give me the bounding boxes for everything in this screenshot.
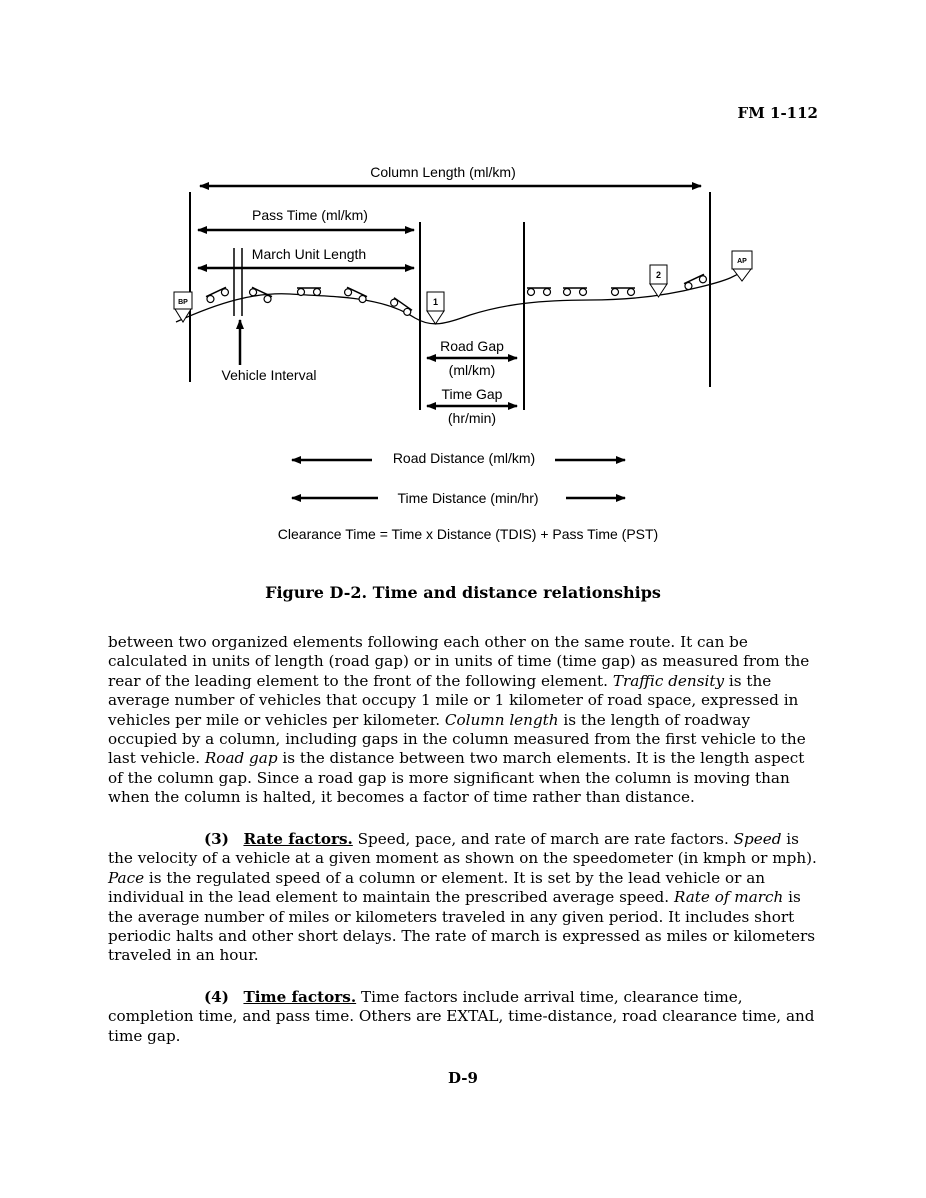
svg-text:BP: BP	[178, 299, 188, 306]
vehicle-icon	[343, 287, 367, 304]
svg-text:1: 1	[432, 297, 439, 307]
road-distance-label: Road Distance (ml/km)	[392, 450, 536, 466]
time-factors-heading: Time factors.	[243, 988, 357, 1006]
column-length-label: Column Length (ml/km)	[370, 164, 516, 180]
document-id: FM 1-112	[737, 104, 818, 122]
vehicle-interval-label: Vehicle Interval	[221, 367, 317, 383]
ap-marker	[732, 251, 752, 281]
road-gap-units: (ml/km)	[448, 362, 496, 378]
svg-text:2: 2	[655, 270, 662, 280]
time-distance-label: Time Distance (min/hr)	[397, 490, 539, 506]
release-point-1-marker	[427, 292, 444, 324]
time-gap-label: Time Gap	[441, 386, 503, 402]
paragraph-rate-factors: (3) Rate factors. Speed, pace, and rate of march are rate factors. Speed is the velocity of a vehicle at a given moment as shown on the speedometer (in kmph or mph). Pace is the regulated speed of a column or element. It is set by the lead vehicle or an individual in the lead element to maintain the prescribed average speed. Rate of march is the average number of miles or kilometers traveled in any given period. It includes short periodic halts and other short delays. The rate of march is expressed as miles or kilometers traveled in an hour.	[108, 830, 817, 965]
vehicle-icon	[297, 288, 321, 296]
vehicle-icon	[206, 287, 230, 304]
march-unit-length-label: March Unit Length	[251, 246, 367, 262]
svg-text:AP: AP	[737, 258, 747, 265]
page-number: D-9	[448, 1069, 478, 1087]
checkpoint-2-marker	[650, 265, 667, 297]
time-distance-diagram	[0, 0, 926, 560]
time-gap-units: (hr/min)	[447, 410, 497, 426]
clearance-time-formula: Clearance Time = Time x Distance (TDIS) + Pass Time (PST)	[277, 526, 659, 542]
figure-caption: Figure D-2. Time and distance relationships	[265, 583, 661, 602]
paragraph-time-factors: (4) Time factors. Time factors include arrival time, clearance time, completion time, and pass time. Others are EXTAL, time-distance, road clearance time, and time gap.	[108, 988, 815, 1045]
pass-time-label: Pass Time (ml/km)	[252, 207, 368, 223]
vehicle-icon	[611, 288, 635, 296]
vehicle-icon	[563, 288, 587, 296]
road-gap-label: Road Gap	[440, 338, 504, 354]
rate-factors-heading: Rate factors.	[243, 830, 353, 848]
vehicle-icon	[527, 288, 551, 296]
paragraph-gap-definitions: between two organized elements following each other on the same route. It can be calculated in units of length (road gap) or in units of time (time gap) as measured from the rear of the leading element to the front of the following element. Traffic density is the average number of vehicles that occupy 1 mile or 1 kilometer of road space, expressed in vehicles per mile or vehicles per kilometer. Column length is the length of roadway occupied by a column, including gaps in the column measured from the first vehicle to the last vehicle. Road gap is the distance between two march elements. It is the length aspect of the column gap. Since a road gap is more significant when the column is moving than when the column is halted, it becomes a factor of time rather than distance.	[108, 633, 810, 807]
